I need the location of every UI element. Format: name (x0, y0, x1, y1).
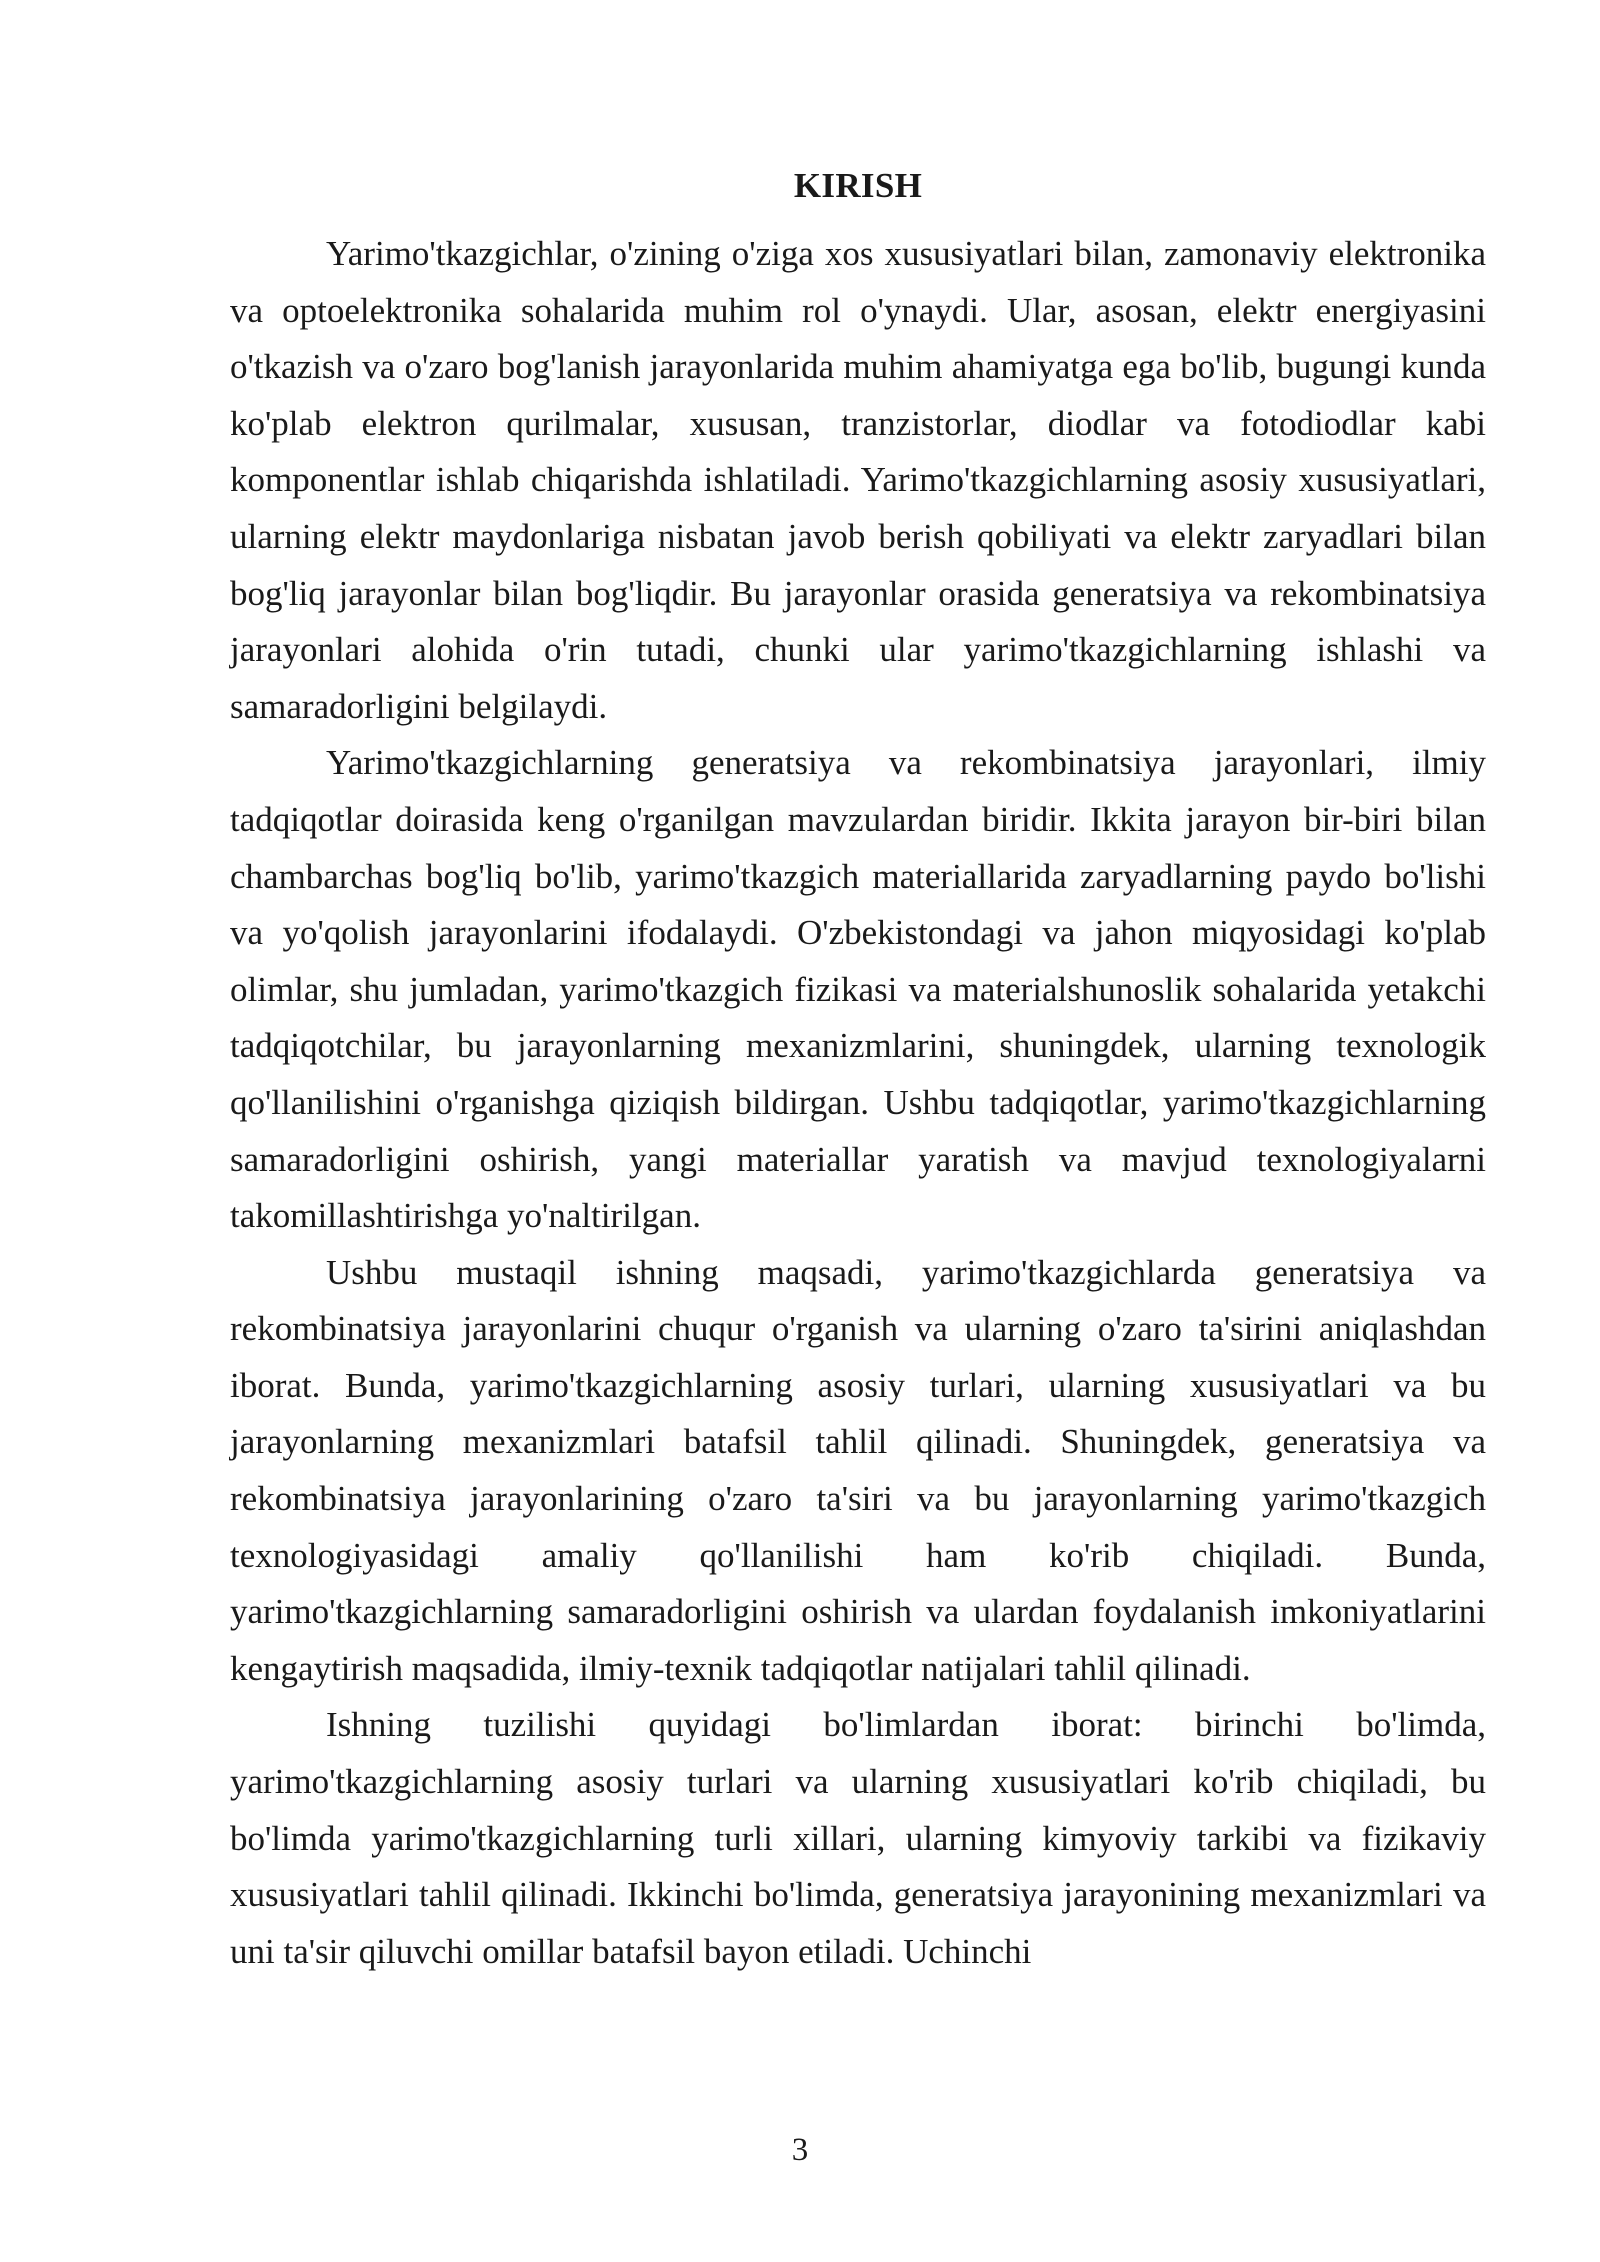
paragraph-2: Yarimo'tkazgichlarning generatsiya va rekombinatsiya jarayonlari, ilmiy tadqiqotlar doirasida keng o'rganilgan mavzulardan biridir. Ikkita jarayon bir-biri bilan chambarchas bog'liq bo'lib, yarimo'tkazgich materiallarida zaryadlarning paydo bo'lishi va yo'qolish jarayonlarini ifodalaydi. O'zbekistondagi va jahon miqyosidagi ko'plab olimlar, shu jumladan, yarimo'tkazgich fizikasi va materialshunoslik sohalarida yetakchi tadqiqotchilar, bu jarayonlarning mexanizmlarini, shuningdek, ularning texnologik qo'llanilishini o'rganishga qiziqish bildirgan. Ushbu tadqiqotlar, yarimo'tkazgichlarning samaradorligini oshirish, yangi materiallar yaratish va mavjud texnologiyalarni takomillashtirishga yo'naltirilgan. (230, 743, 1486, 1236)
page-number: 3 (791, 2132, 809, 2168)
page-body (230, 158, 1486, 1980)
paragraph-4: Ishning tuzilishi quyidagi bo'limlardan iborat: birinchi bo'limda, yarimo'tkazgichlarning asosiy turlari va ularning xususiyatlari ko'rib chiqiladi, bu bo'limda yarimo'tkazgichlarning turli xillari, ularning kimyoviy tarkibi va fizikaviy xususiyatlari tahlil qilinadi. Ikkinchi bo'limda, generatsiya jarayonining mexanizmlari va uni ta'sir qiluvchi omillar batafsil bayon etiladi. Uchinchi (230, 1705, 1486, 1971)
paragraph-1: Yarimo'tkazgichlar, o'zining o'ziga xos xususiyatlari bilan, zamonaviy elektronika va optoelektronika sohalarida muhim rol o'ynaydi. Ular, asosan, elektr energiyasini o'tkazish va o'zaro bog'lanish jarayonlarida muhim ahamiyatga ega bo'lib, bugungi kunda ko'plab elektron qurilmalar, xususan, tranzistorlar, diodlar va fotodiodlar kabi komponentlar ishlab chiqarishda ishlatiladi. Yarimo'tkazgichlarning asosiy xususiyatlari, ularning elektr maydonlariga nisbatan javob berish qobiliyati va elektr zaryadlari bilan bog'liq jarayonlar bilan bog'liqdir. Bu jarayonlar orasida generatsiya va rekombinatsiya jarayonlari alohida o'rin tutadi, chunki ular yarimo'tkazgichlarning ishlashi va samaradorligini belgilaydi. (230, 234, 1486, 726)
paragraph-3: Ushbu mustaqil ishning maqsadi, yarimo'tkazgichlarda generatsiya va rekombinatsiya jarayonlarini chuqur o'rganish va ularning o'zaro ta'sirini aniqlashdan iborat. Bunda, yarimo'tkazgichlarning asosiy turlari, ularning xususiyatlari va bu jarayonlarning mexanizmlari batafsil tahlil qilinadi. Shuningdek, generatsiya va rekombinatsiya jarayonlarining o'zaro ta'siri va bu jarayonlarning yarimo'tkazgich texnologiyasidagi amaliy qo'llanilishi ham ko'rib chiqiladi. Bunda, yarimo'tkazgichlarning samaradorligini oshirish va ulardan foydalanish imkoniyatlarini kengaytirish maqsadida, ilmiy-texnik tadqiqotlar natijalari tahlil qilinadi. (230, 1252, 1486, 1688)
page-heading: KIRISH (793, 166, 923, 205)
